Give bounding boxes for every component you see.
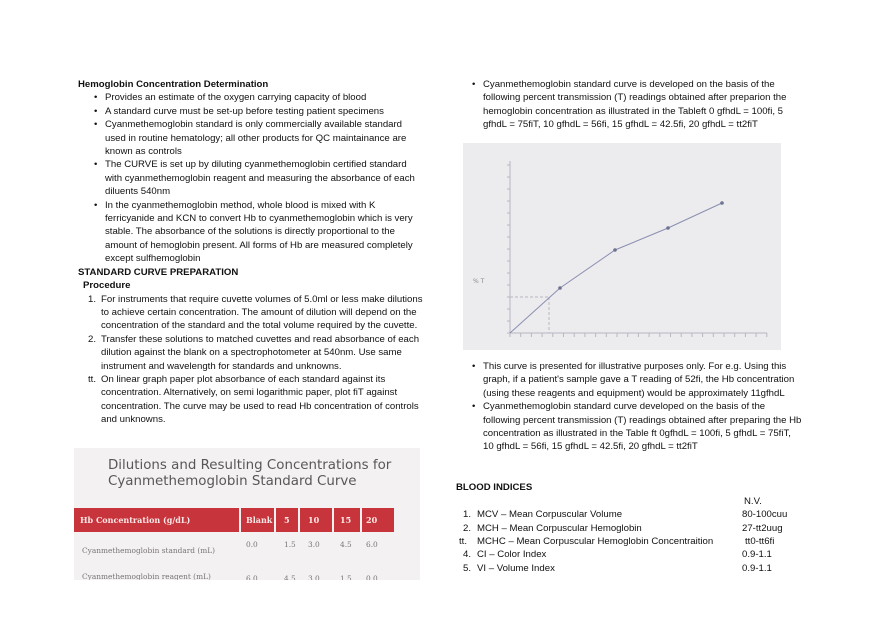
procedure-steps <box>88 293 423 427</box>
table-header-cell: 5 <box>284 515 290 525</box>
list-item: • Cyanmethemoglobin standard is only commercially available standard used in routine hematology; all other products for QC maintainance are known as controls <box>94 118 423 158</box>
section-title-standard-curve: STANDARD CURVE PREPARATION <box>78 266 239 278</box>
table-header-cell: Blank <box>246 515 273 525</box>
curve-intro-list <box>472 78 803 132</box>
step-number: 2. <box>88 333 97 345</box>
step-text: On linear graph paper plot absorbance of each standard against its concentration. Alternatively, on semi logarithmic paper, plot fiT against concentration. The curve may be used to read Hb concentration of controls and unknowns. <box>101 373 419 426</box>
list-item: • Cyanmethemoglobin standard curve is developed on the basis of the following percent transmission (T) readings obtained after preparion the hemoglobin concentration as illustrated in the Tableft 0 gfhdL = 100fi, 5 gfhdL = 75fiT, 10 gfhdL = 56fi, 15 gfhdL = 42.5fi, 20 gfhdL = tt2fiT <box>472 78 803 132</box>
index-number: tt. <box>459 536 467 547</box>
standard-curve-graph <box>463 143 781 350</box>
table-cell: 6.0 <box>366 540 378 549</box>
table-row-label: Cyanmethemoglobin reagent (mL) <box>82 572 211 580</box>
list-item: • The CURVE is set up by diluting cyanmethemoglobin certified standard with cyanmethemoglobin reagent and measuring the absorbance of each diluents 540nm <box>94 158 423 198</box>
right-column <box>458 78 803 132</box>
left-column <box>78 78 423 427</box>
table-cell: 3.0 <box>308 574 320 580</box>
section-title-hemoglobin: Hemoglobin Concentration Determination <box>78 79 269 90</box>
table-cell: 4.5 <box>340 540 352 549</box>
curve-point <box>720 201 724 205</box>
index-value: tt0-tt6fi <box>745 536 775 547</box>
curve-point <box>666 226 670 230</box>
normal-value-label: N.V. <box>744 496 762 507</box>
list-item: • This curve is presented for illustrative purposes only. For e.g. Using this graph, if a patient's sample gave a T reading of 52fi, the Hb concentration (using these reagents and equipment) would be approximately 11gfhdL <box>472 360 803 400</box>
curve-point <box>613 248 617 252</box>
dilution-table-title <box>108 458 391 490</box>
index-number: 4. <box>463 549 472 560</box>
table-cell: 6.0 <box>246 574 258 580</box>
list-item: • Cyanmethemoglobin standard curve developed on the basis of the following percent transmission (T) readings obtained after preparing the Hb concentration as illustrated in the Table ft 0gfhdL = 100fi, 5 gfhdL = 75fiT, 10 gfhdL = 56fi, 15 gfhdL = 42.5fi, 20 gfhdL = tt2fiT <box>472 400 803 454</box>
blood-indices-title: BLOOD INDICES <box>456 482 533 493</box>
list-item: • In the cyanmethemoglobin method, whole blood is mixed with K ferricyanide and KCN to convert Hb to cyanmethemoglobin which is very stable. The absorbance of the solutions is directly proportional to the amount of hemoglobin present. All forms of Hb are measured completely except sulfhemoglobin <box>94 199 423 266</box>
list-item: • Provides an estimate of the oxygen carrying capacity of blood <box>94 91 423 104</box>
index-value: 0.9-1.1 <box>742 563 772 574</box>
index-number: 2. <box>463 523 472 534</box>
blood-indices <box>456 481 801 574</box>
index-number: 5. <box>463 563 472 574</box>
procedure-title: Procedure <box>83 280 131 292</box>
list-item <box>88 373 423 427</box>
index-name: MCV – Mean Corpuscular Volume <box>477 509 623 520</box>
dilution-table-title-line: Dilutions and Resulting Concentrations for <box>108 458 392 473</box>
table-header-cell: 10 <box>308 515 320 525</box>
table-row-label: Cyanmethemoglobin standard (mL) <box>82 546 216 555</box>
index-name: MCHC – Mean Corpuscular Hemoglobin Concentraition <box>477 536 714 547</box>
table-divider <box>274 508 276 532</box>
index-number: 1. <box>463 509 472 520</box>
index-name: CI – Color Index <box>477 549 547 560</box>
list-item: • A standard curve must be set-up before testing patient specimens <box>94 105 423 118</box>
index-value: 0.9-1.1 <box>742 549 772 560</box>
table-divider <box>298 508 300 532</box>
table-header-cell: 15 <box>340 515 352 525</box>
index-name: VI – Volume Index <box>477 563 555 574</box>
standard-curve-svg <box>463 143 781 350</box>
graph-background <box>463 143 781 350</box>
table-cell: 4.5 <box>284 574 296 580</box>
right-column-notes <box>458 360 803 454</box>
table-header-cell: 20 <box>366 515 378 525</box>
curve-notes-list <box>472 360 803 454</box>
index-name: MCH – Mean Corpuscular Hemoglobin <box>477 523 642 534</box>
step-text: Transfer these solutions to matched cuvettes and read absorbance of each dilution against the blank on a spectrophotometer at 540nm. Use same instrument and wavelength for standards and unknowns. <box>101 333 420 372</box>
list-item <box>88 293 423 333</box>
table-divider <box>239 508 241 532</box>
table-header-cell: Hb Concentration (g/dL) <box>80 515 191 525</box>
table-cell: 0.0 <box>246 540 258 549</box>
step-text: For instruments that require cuvette volumes of 5.0ml or less make dilutions to achieve certain concentration. The amount of dilution will depend on the concentration of the standard and the total volume required by the cuvette. <box>101 293 423 332</box>
hemoglobin-bullet-list <box>94 91 423 265</box>
table-divider <box>360 508 362 532</box>
index-value: 27-tt2uug <box>742 523 783 534</box>
table-cell: 3.0 <box>308 540 320 549</box>
table-cell: 1.5 <box>284 540 296 549</box>
table-divider <box>332 508 334 532</box>
step-number: tt. <box>88 373 96 385</box>
dilution-table-title-line: Cyanmethemoglobin Standard Curve <box>108 474 357 489</box>
y-axis-label: % T <box>473 278 485 285</box>
step-number: 1. <box>88 293 97 305</box>
curve-point <box>558 286 562 290</box>
table-cell: 1.5 <box>340 574 352 580</box>
index-value: 80-100cuu <box>742 509 788 520</box>
table-cell: 0.0 <box>366 574 378 580</box>
list-item <box>88 333 423 373</box>
dilution-table-image <box>74 448 420 580</box>
